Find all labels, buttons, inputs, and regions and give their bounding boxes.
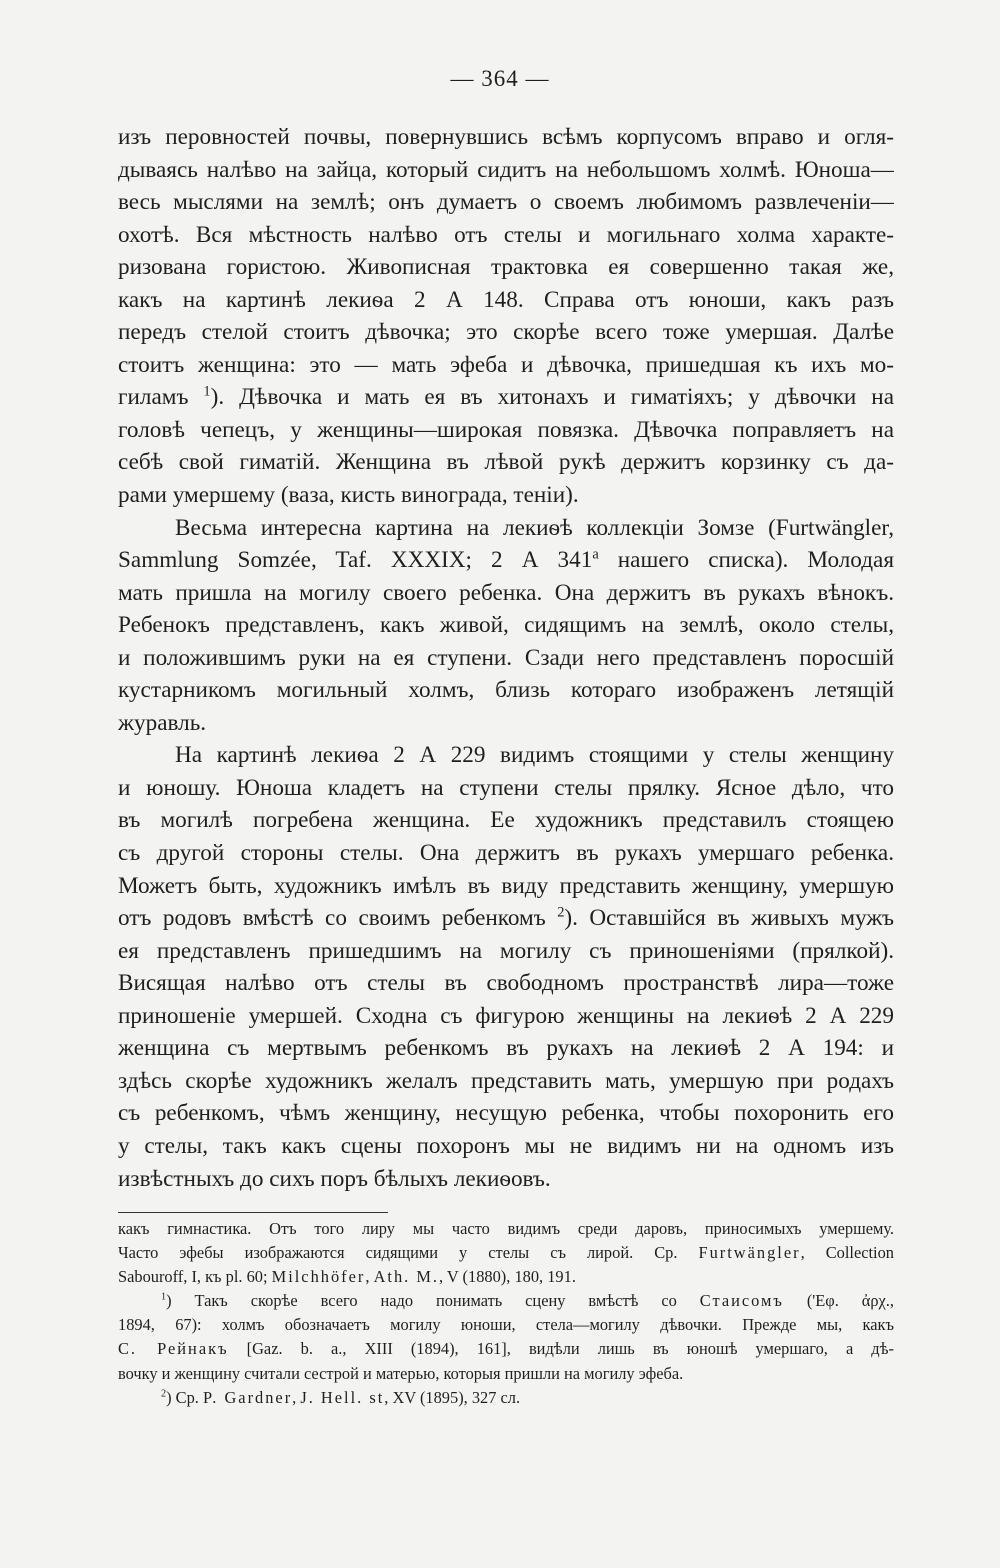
footnote-line — [118, 1265, 894, 1289]
text-line: журавль. — [118, 709, 207, 736]
text-line: изъ перовностей почвы, повернувшись всѣмъ корпусомъ вправо и огля- — [118, 124, 894, 150]
text-line: передъ стелой стоитъ дѣвочка; это скорѣе всего тоже умершая. Далѣе — [118, 319, 894, 346]
journal-name: Ath. M. — [373, 1267, 440, 1287]
main-text — [118, 121, 894, 1195]
text-segment: отъ родовъ вмѣстѣ со своимъ ребенкомъ — [118, 905, 558, 932]
superscript-a: a — [592, 546, 599, 563]
text-line: охотѣ. Вся мѣстность налѣво отъ стелы и могильнаго холма характе- — [118, 221, 894, 248]
text-line: кустарникомъ могильный холмъ, близь котораго изображенъ летящій — [118, 677, 894, 704]
text-line: На картинѣ лекиѳа 2 А 229 видимъ стоящими у стелы женщину — [175, 742, 894, 769]
author-name: С. Рейнакъ — [118, 1339, 229, 1359]
author-name: Furtwängler — [698, 1243, 801, 1263]
text-line: ризована гористою. Живописная трактовка ея совершенно такая же, — [118, 254, 894, 281]
footnote-ref-2: 2 — [557, 904, 565, 921]
text-line: дываясь налѣво на зайца, который сидитъ на небольшомъ холмѣ. Юноша— — [118, 156, 894, 183]
text-line: извѣстныхъ до сихъ поръ бѣлыхъ лекиѳовъ. — [118, 1165, 551, 1192]
text-segment: ). Оставшійся въ живыхъ мужъ — [564, 905, 894, 932]
footnotes — [118, 1217, 894, 1410]
footnote-line — [118, 1241, 894, 1265]
text-line: Можетъ быть, художникъ имѣлъ въ виду представить женщину, умершую — [118, 872, 894, 899]
text-line: весь мыслями на землѣ; онъ думаетъ о своемъ любимомъ развлеченіи— — [118, 189, 894, 216]
text-segment: Sabouroff, I, къ pl. 60; — [118, 1267, 272, 1287]
text-line: рами умершему (ваза, кисть винограда, теніи). — [118, 482, 579, 509]
text-line — [118, 544, 894, 577]
author-name: P. Gardner — [202, 1387, 293, 1407]
footnote-1 — [118, 1289, 894, 1313]
text-segment: гиламъ — [118, 384, 204, 411]
text-line: стоитъ женщина: это — мать эфеба и дѣвочка, пришедшая къ ихъ мо- — [118, 351, 894, 378]
text-line: ея представленъ пришедшимъ на могилу съ приношеніями (прялкой). — [118, 937, 894, 964]
text-line — [118, 381, 894, 414]
text-line — [118, 902, 894, 935]
journal-name: J. Hell. st — [300, 1387, 385, 1407]
text-line: въ могилѣ погребена женщина. Ее художникъ представилъ стоящею — [118, 807, 894, 834]
text-line: съ ребенкомъ, чѣмъ женщину, несущую ребенка, чтобы похоронить его — [118, 1100, 894, 1127]
text-segment: , — [292, 1387, 301, 1407]
text-segment: , XV (1895), 327 сл. — [384, 1387, 521, 1407]
text-line: и положившимъ руки на ея ступени. Сзади него представленъ поросшій — [118, 644, 894, 671]
text-segment: Sammlung Somzée, Taf. XXXIX; 2 А 341 — [118, 547, 593, 574]
text-line: головѣ чепецъ, у женщины—широкая повязка. Дѣвочка поправляетъ на — [118, 416, 894, 443]
author-name: Стаисомъ — [699, 1291, 784, 1311]
text-line: женщина съ мертвымъ ребенкомъ въ рукахъ на лекиѳѣ 2 А 194: и — [118, 1035, 894, 1062]
text-segment: , — [365, 1267, 374, 1287]
text-line: и юношу. Юноша кладетъ на ступени стелы прялку. Ясное дѣло, что — [118, 774, 894, 801]
text-segment: ). Дѣвочка и мать ея въ хитонахъ и гиматіяхъ; у дѣвочки на — [210, 384, 894, 411]
text-segment: нашего списка). Молодая — [598, 547, 894, 574]
text-line: Висящая налѣво отъ стелы въ свободномъ пространствѣ лира—тоже — [118, 970, 894, 997]
footnote-line: вочку и женщину считали сестрой и матерью, которыя пришли на могилу эфеба. — [118, 1363, 684, 1383]
text-line: Ребенокъ представленъ, какъ живой, сидящимъ на землѣ, около стелы, — [118, 612, 894, 639]
text-line: какъ на картинѣ лекиѳа 2 А 148. Справа отъ юноши, какъ разъ — [118, 286, 894, 313]
footnote-line — [118, 1337, 894, 1361]
text-line: Весьма интересна картина на лекиѳѣ коллекціи Зомзе (Furtwängler, — [175, 514, 894, 541]
text-segment: Часто эфебы изображаются сидящими у стелы съ лирой. Ср. — [118, 1243, 699, 1263]
footnote-divider — [118, 1212, 388, 1213]
page-number: — 364 — — [450, 66, 550, 91]
text-line: у стелы, такъ какъ сцены похоронъ мы не видимъ ни на одномъ изъ — [118, 1132, 894, 1159]
footnote-ref-1: 1 — [203, 383, 211, 400]
author-name: Milchhöfer — [271, 1267, 366, 1287]
paragraph-1 — [118, 121, 894, 512]
footnote-line: какъ гимнастика. Отъ того лиру мы часто видимъ среди даровъ, приносимыхъ умершему. — [118, 1219, 894, 1238]
footnote-2 — [118, 1386, 894, 1410]
text-segment: , Collection — [800, 1243, 894, 1263]
footnote-line: 1894, 67): холмъ обозначаетъ могилу юноши, стела—могилу дѣвочки. Прежде мы, какъ — [118, 1315, 894, 1335]
text-segment: , V (1880), 180, 191. — [439, 1267, 576, 1287]
text-segment: ('Εφ. ἀρχ., — [783, 1291, 894, 1311]
text-line: здѣсь скорѣе художникъ желалъ представить мать, умершую при родахъ — [118, 1067, 894, 1094]
text-segment: ) Ср. — [166, 1387, 203, 1407]
paragraph-2 — [118, 512, 894, 740]
text-segment: [Gaz. b. a., XIII (1894), 161], видѣли лишь въ юношѣ умершаго, а дѣ- — [228, 1339, 894, 1359]
paragraph-3 — [118, 739, 894, 1195]
footnote-marker-2: 2 — [161, 1388, 167, 1400]
text-segment: ) Такъ скорѣе всего надо понимать сцену вмѣстѣ со — [166, 1291, 700, 1311]
text-line: съ другой стороны стелы. Она держитъ въ рукахъ умершаго ребенка. — [118, 840, 894, 867]
text-line: себѣ свой гиматій. Женщина въ лѣвой рукѣ держитъ корзинку съ да- — [118, 449, 894, 476]
text-line: приношеніе умершей. Сходна съ фигурою женщины на лекиѳѣ 2 А 229 — [118, 1002, 894, 1029]
text-line: мать пришла на могилу своего ребенка. Она держитъ въ рукахъ вѣнокъ. — [118, 579, 894, 606]
footnote-marker-1: 1 — [161, 1291, 167, 1303]
